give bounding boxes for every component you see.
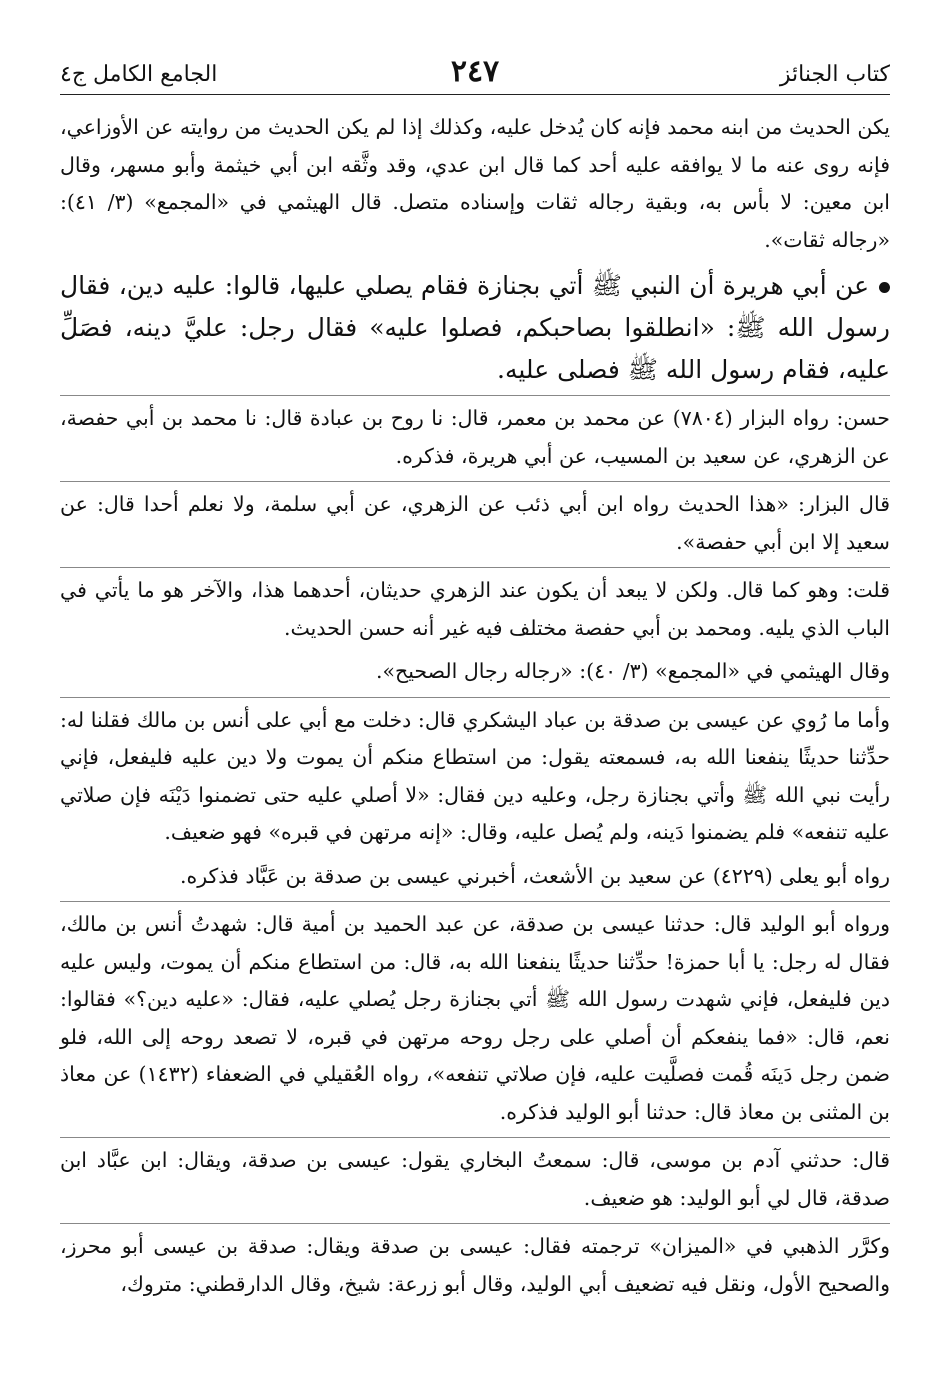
- paragraph-abu-walid: ورواه أبو الوليد قال: حدثنا عيسى بن صدقة، عن عبد الحميد بن أمية قال: شهدتُ أنس بن مالك، فقال له رجل: يا أبا حمزة! حدِّثنا حديثًا ينفعنا الله به، قال: من استطاع منكم أن يموت، وليس عليه دين فليفعل، فإني شهدت رسول الله ﷺ أتي بجنازة رجل يُصلي عليه، فقال: «عليه دين؟» فقالوا: نعم، قال: «فما ينفعكم أن أصلي على رجل روحه مرتهن في قبره، لا تصعد روحه إلى الله، فلو ضمن رجل دَينَه قُمت فصلَّيت عليه، فإن صلاتي تنفعه»، رواه العُقيلي في الضعفاء (١٤٣٢) عن معاذ بن المثنى بن معاذ قال: حدثنا أبو الوليد فذكره.: [60, 912, 890, 1124]
- separator-line: [60, 1137, 890, 1138]
- hadith-text: [60, 265, 890, 391]
- chapter-title: كتاب الجنائز: [779, 62, 890, 87]
- book-page: [60, 48, 890, 1348]
- separator-line: [60, 1223, 890, 1224]
- paragraph-continuation: يكن الحديث من ابنه محمد فإنه كان يُدخل عليه، وكذلك إذا لم يكن الحديث من روايته عن الأوزاعي، فإنه روى عنه ما لا يوافقه عليه أحد كما قال ابن عدي، وقد وثَّقه ابن أبي خيثمة وأبو مسهر، وقال ابن معين: لا بأس به، وبقية رجاله ثقات وإسناده متصل. قال الهيثمي في «المجمع» (٣/ ٤١): «رجاله ثقات».: [60, 115, 890, 252]
- hadith-body: عن أبي هريرة أن النبي ﷺ أتي بجنازة فقام يصلي عليها، قالوا: عليه دين، فقال رسول الله ﷺ: «انطلقوا بصاحبكم، فصلوا عليه» فقال رجل: عليَّ دينه، فصَلِّ عليه، فقام رسول الله ﷺ فصلى عليه.: [60, 271, 890, 384]
- separator-line: [60, 395, 890, 396]
- separator-line: [60, 901, 890, 902]
- page-body: [60, 109, 890, 1303]
- paragraph-bazzar: قال البزار: «هذا الحديث رواه ابن أبي ذئب عن الزهري، عن أبي سلمة، ولا نعلم أحدا قال: عن سعيد إلا ابن أبي حفصة».: [60, 492, 890, 554]
- paragraph-haythami: وقال الهيثمي في «المجمع» (٣/ ٤٠): «رجاله رجال الصحيح».: [375, 659, 890, 683]
- paragraph-abu-yala: رواه أبو يعلى (٤٢٢٩) عن سعيد بن الأشعث، أخبرني عيسى بن صدقة بن عَبَّاد فذكره.: [179, 863, 890, 888]
- separator-line: [60, 567, 890, 568]
- bullet-icon: [879, 282, 890, 293]
- paragraph-bukhari: قال: حدثني آدم بن موسى، قال: سمعتُ البخاري يقول: عيسى بن صدقة، ويقال: ابن عبَّاد ابن صدقة، قال لي أبو الوليد: هو ضعيف.: [60, 1148, 890, 1210]
- book-title: الجامع الكامل ج٤: [60, 62, 218, 87]
- paragraph-dhahabi: وكرَّر الذهبي في «الميزان» ترجمته فقال: عيسى بن صدقة ويقال: صدقة بن عيسى أبو محرز، والصحيح الأول، ونقل فيه تضعيف أبي الوليد، وقال أبو زرعة: شيخ، وقال الدارقطني: متروك،: [60, 1234, 890, 1296]
- paragraph-comment: قلت: وهو كما قال. ولكن لا يبعد أن يكون عند الزهري حديثان، أحدهما هذا، والآخر هو ما يأتي في الباب الذي يليه. ومحمد بن أبي حفصة مختلف فيه غير أنه حسن الحديث.: [60, 578, 890, 640]
- page-header: [60, 48, 890, 95]
- paragraph-grading: حسن: رواه البزار (٧٨٠٤) عن محمد بن معمر، قال: نا روح بن عبادة قال: نا محمد بن أبي حفصة، عن الزهري، عن سعيد بن المسيب، عن أبي هريرة، فذكره.: [60, 406, 890, 468]
- separator-line: [60, 697, 890, 698]
- page-number: ٢٤٧: [450, 54, 500, 89]
- paragraph-weak-narration: وأما ما رُوي عن عيسى بن صدقة بن عباد اليشكري قال: دخلت مع أبي على أنس بن مالك فقلنا له: حدِّثنا حديثًا ينفعنا الله به، فسمعته يقول: من استطاع منكم أن يموت ولا دين عليه فليفعل، فإني رأيت نبي الله ﷺ وأتي بجنازة رجل، وعليه دين فقال: «لا أصلي عليه حتى تضمنوا دَيْنَه فإن صلاتي عليه تنفعه» فلم يضمنوا دَينه، ولم يُصل عليه، وقال: «إنه مرتهن في قبره» فهو ضعيف.: [60, 707, 890, 844]
- separator-line: [60, 481, 890, 482]
